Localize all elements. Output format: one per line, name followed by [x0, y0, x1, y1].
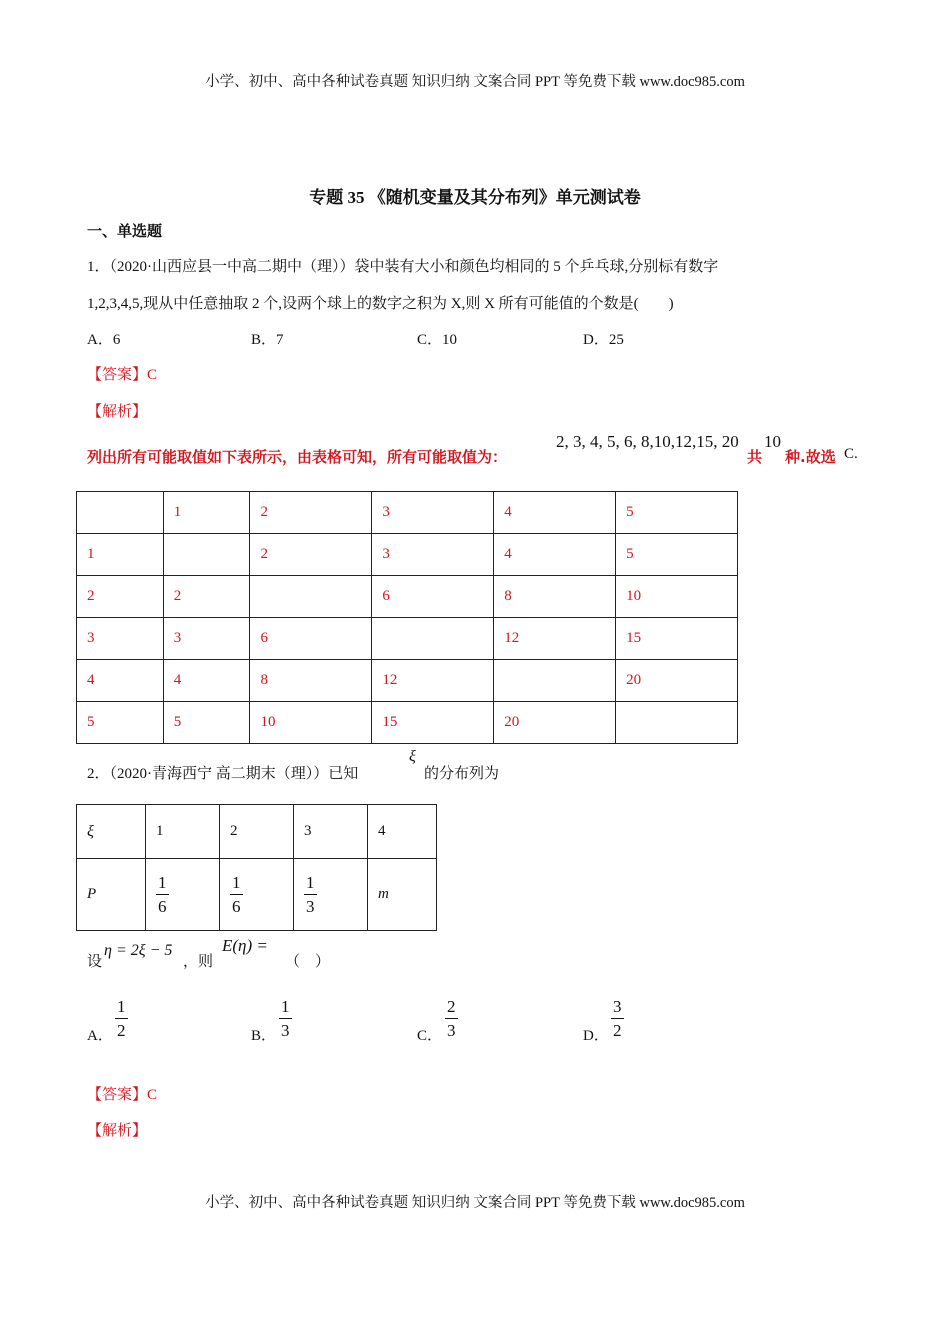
q1-analysis-label: 【解析】 — [87, 404, 148, 420]
q1-values-math: 2, 3, 4, 5, 6, 8,10,12,15, 20 — [556, 432, 739, 451]
table-cell: m — [368, 859, 437, 931]
table-row — [77, 492, 738, 534]
table-cell: 2 — [163, 576, 250, 618]
table-cell: 12 — [494, 618, 616, 660]
q2-paren: （ ） — [285, 954, 331, 970]
q2-option-c-fraction: $\frac{2}{3}$ — [447, 997, 456, 1040]
table-cell: ξ — [77, 805, 146, 859]
table-cell: 6 — [372, 576, 494, 618]
q2-stem — [87, 748, 587, 782]
q1-ending-c: C. — [844, 446, 858, 462]
q2-xi-symbol: ξ — [409, 748, 416, 765]
table-cell — [250, 576, 372, 618]
q2-stem-a: 2．（2020·青海西宁 高二期末（理））已知 — [87, 766, 359, 782]
table-cell — [372, 618, 494, 660]
table-cell — [294, 859, 368, 931]
table-row — [77, 576, 738, 618]
table-cell: P — [77, 859, 146, 931]
table-row — [77, 702, 738, 744]
q1-option-a: A．6 — [87, 332, 121, 348]
q1-stem-line1: 1．（2020·山西应县一中高二期中（理））袋中装有大小和颜色均相同的 5 个乒乓球,分别标有数字 — [87, 259, 719, 275]
doc-title: 专题 35 《随机变量及其分布列》单元测试卷 — [309, 188, 641, 207]
q1-product-table — [76, 491, 738, 744]
table-cell: 3 — [163, 618, 250, 660]
table-cell: 10 — [250, 702, 372, 744]
table-cell: 3 — [77, 618, 164, 660]
q2-question-line — [87, 936, 387, 972]
table-cell: 5 — [77, 702, 164, 744]
q1-analysis-text: 列出所有可能取值如下表所示，由表格可知，所有可能取值为： — [87, 448, 508, 466]
table-row — [77, 805, 437, 859]
fraction: $\frac{1}{6}$ — [232, 873, 241, 916]
q2-option-b-fraction: $\frac{1}{3}$ — [281, 997, 290, 1040]
table-cell: 3 — [372, 492, 494, 534]
table-cell — [494, 660, 616, 702]
q1-gong: 共 — [747, 448, 763, 466]
table-cell: 2 — [250, 534, 372, 576]
q2-option-a-label: A． — [87, 1028, 113, 1044]
section-heading: 一、单选题 — [87, 224, 163, 240]
fraction: $\frac{1}{6}$ — [158, 873, 167, 916]
table-cell: 15 — [372, 702, 494, 744]
fraction: $\frac{1}{3}$ — [306, 873, 315, 916]
q2-eta-expr: η = 2ξ − 5 — [104, 942, 173, 959]
table-row — [77, 660, 738, 702]
table-cell: 4 — [494, 492, 616, 534]
q2-analysis-label: 【解析】 — [87, 1123, 148, 1139]
table-cell — [616, 702, 738, 744]
q1-count-math: 10 — [764, 432, 781, 451]
q2-option-d-label: D． — [583, 1028, 609, 1044]
table-cell: 1 — [163, 492, 250, 534]
q2-set-b: ，则 — [183, 954, 214, 970]
table-cell: 8 — [250, 660, 372, 702]
table-cell: 8 — [494, 576, 616, 618]
page-footer: 小学、初中、高中各种试卷真题 知识归纳 文案合同 PPT 等免费下载 www.doc985.com — [205, 1195, 745, 1211]
table-cell: 5 — [616, 534, 738, 576]
table-row — [77, 618, 738, 660]
q2-e-expr: E(η) = — [222, 936, 268, 955]
q1-option-c: C．10 — [417, 332, 458, 348]
q2-distribution-table — [76, 804, 437, 931]
q1-option-d: D．25 — [583, 332, 624, 348]
q1-option-b: B．7 — [251, 332, 284, 348]
table-cell: 5 — [163, 702, 250, 744]
q2-stem-b: 的分布列为 — [424, 766, 500, 782]
table-row — [77, 534, 738, 576]
table-cell: 6 — [250, 618, 372, 660]
table-cell — [163, 534, 250, 576]
q2-option-a-fraction: $\frac{1}{2}$ — [117, 997, 126, 1040]
table-cell: 12 — [372, 660, 494, 702]
table-cell: 2 — [220, 805, 294, 859]
page-header: 小学、初中、高中各种试卷真题 知识归纳 文案合同 PPT 等免费下载 www.doc985.com — [205, 74, 745, 90]
table-cell: 1 — [77, 534, 164, 576]
q1-stem-line2: 1,2,3,4,5,现从中任意抽取 2 个,设两个球上的数字之积为 X,则 X 所有可能值的个数是( ) — [87, 296, 674, 312]
table-cell: 10 — [616, 576, 738, 618]
q1-ending: 种.故选 — [785, 448, 836, 466]
q2-option-d-fraction: $\frac{3}{2}$ — [613, 997, 622, 1040]
q1-answer: 【答案】C — [87, 367, 158, 383]
table-cell: 4 — [368, 805, 437, 859]
table-cell — [146, 859, 220, 931]
q2-answer: 【答案】C — [87, 1087, 158, 1103]
table-cell: 1 — [146, 805, 220, 859]
table-row — [77, 859, 437, 931]
table-cell: 15 — [616, 618, 738, 660]
table-cell: 20 — [616, 660, 738, 702]
q2-option-b-label: B． — [251, 1028, 277, 1044]
table-cell: 4 — [77, 660, 164, 702]
table-cell: 5 — [616, 492, 738, 534]
table-cell: 2 — [77, 576, 164, 618]
table-cell: 2 — [250, 492, 372, 534]
table-cell: 4 — [494, 534, 616, 576]
table-cell: 20 — [494, 702, 616, 744]
table-cell — [77, 492, 164, 534]
table-cell: 4 — [163, 660, 250, 702]
q2-set-a: 设 — [87, 954, 103, 970]
table-cell: 3 — [294, 805, 368, 859]
table-cell — [220, 859, 294, 931]
table-cell: 3 — [372, 534, 494, 576]
q2-option-c-label: C． — [417, 1028, 443, 1044]
